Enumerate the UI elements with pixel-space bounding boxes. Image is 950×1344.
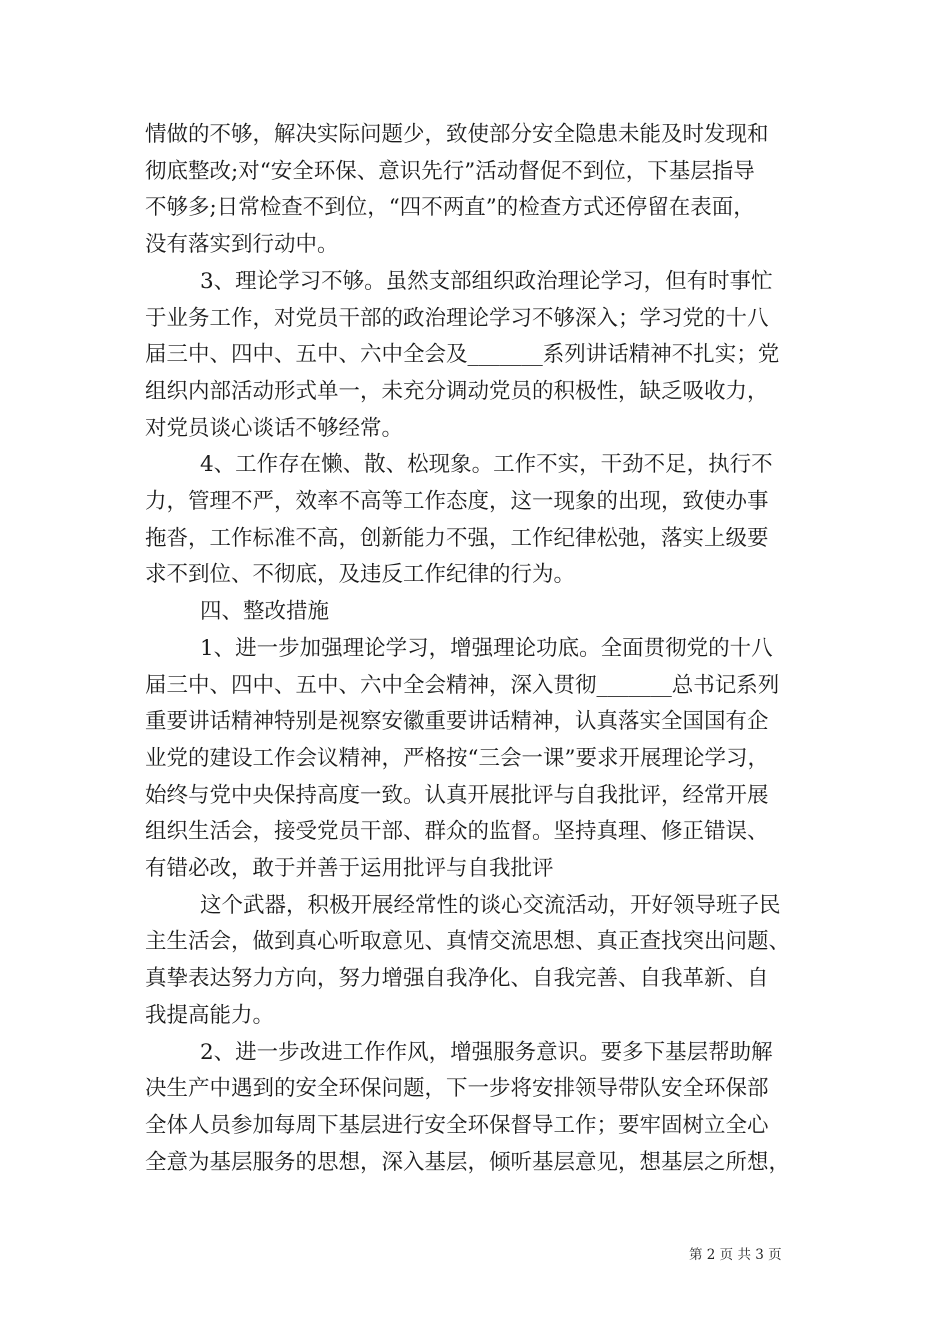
text-line: 4、工作存在懒、散、松现象。工作不实，干劲不足，执行不 [200, 452, 773, 478]
text-line: 情做的不够，解决实际问题少，致使部分安全隐患未能及时发现和 [145, 122, 769, 147]
paragraph [145, 594, 813, 631]
paragraph [145, 447, 813, 594]
text-line: 组织生活会，接受党员干部、群众的监督。坚持真理、修正错误、 [145, 819, 769, 845]
text-line: 没有落实到行动中。 [145, 232, 339, 258]
text-line: 不够多;日常检查不到位，“四不两直”的检查方式还停留在表面， [145, 195, 755, 221]
text-line: 3、理论学习不够。虽然支部组织政治理论学习，但有时事忙 [200, 268, 773, 294]
text-line: 始终与党中央保持高度一致。认真开展批评与自我批评，经常开展 [145, 782, 769, 808]
text-line: 主生活会，做到真心听取意见、真情交流思想、真正查找突出问题、 [145, 929, 791, 955]
paragraph [145, 888, 813, 1035]
text-line: 1、进一步加强理论学习，增强理论功底。全面贯彻党的十八 [200, 635, 773, 661]
paragraph [145, 631, 813, 888]
text-line: 彻底整改;对“安全环保、意识先行”活动督促不到位，下基层指导 [145, 158, 755, 184]
paragraph [145, 264, 813, 448]
text-line: 2、进一步改进工作作风，增强服务意识。要多下基层帮助解 [200, 1039, 773, 1065]
text-line: 求不到位、不彻底，及违反工作纪律的行为。 [145, 562, 576, 588]
text-line: 我提高能力。 [145, 1002, 275, 1028]
text-line: 真挚表达努力方向，努力增强自我净化、自我完善、自我革新、自 [145, 966, 769, 992]
text-line: 有错必改，敢于并善于运用批评与自我批评 [145, 856, 554, 882]
text-line: 全意为基层服务的思想，深入基层，倾听基层意见，想基层之所想， [145, 1149, 791, 1175]
text-line: 这个武器，积极开展经常性的谈心交流活动，开好领导班子民 [200, 892, 781, 918]
text-line: 届三中、四中、五中、六中全会精神，深入贯彻_______总书记系列 [145, 672, 780, 698]
text-line: 拖沓，工作标准不高，创新能力不强，工作纪律松弛，落实上级要 [145, 525, 769, 551]
document-body [145, 117, 813, 1181]
text-line: 四、整改措施 [200, 599, 330, 625]
paragraph [145, 1035, 813, 1182]
text-line: 业党的建设工作会议精神，严格按“三会一课”要求开展理论学习， [145, 745, 769, 771]
page-number-footer: 第 2 页 共 3 页 [689, 1247, 782, 1263]
text-line: 届三中、四中、五中、六中全会及_______系列讲话精神不扎实；党 [145, 342, 780, 368]
text-line: 力，管理不严，效率不高等工作态度，这一现象的出现，致使办事 [145, 489, 769, 515]
text-line: 重要讲话精神特别是视察安徽重要讲话精神，认真落实全国国有企 [145, 709, 769, 735]
text-line: 于业务工作，对党员干部的政治理论学习不够深入；学习党的十八 [145, 305, 769, 331]
text-line: 决生产中遇到的安全环保问题，下一步将安排领导带队安全环保部 [145, 1076, 769, 1102]
text-line: 全体人员参加每周下基层进行安全环保督导工作；要牢固树立全心 [145, 1112, 769, 1138]
text-line: 对党员谈心谈话不够经常。 [145, 415, 404, 441]
text-line: 组织内部活动形式单一，未充分调动党员的积极性，缺乏吸收力， [145, 378, 769, 404]
paragraph [145, 117, 813, 264]
